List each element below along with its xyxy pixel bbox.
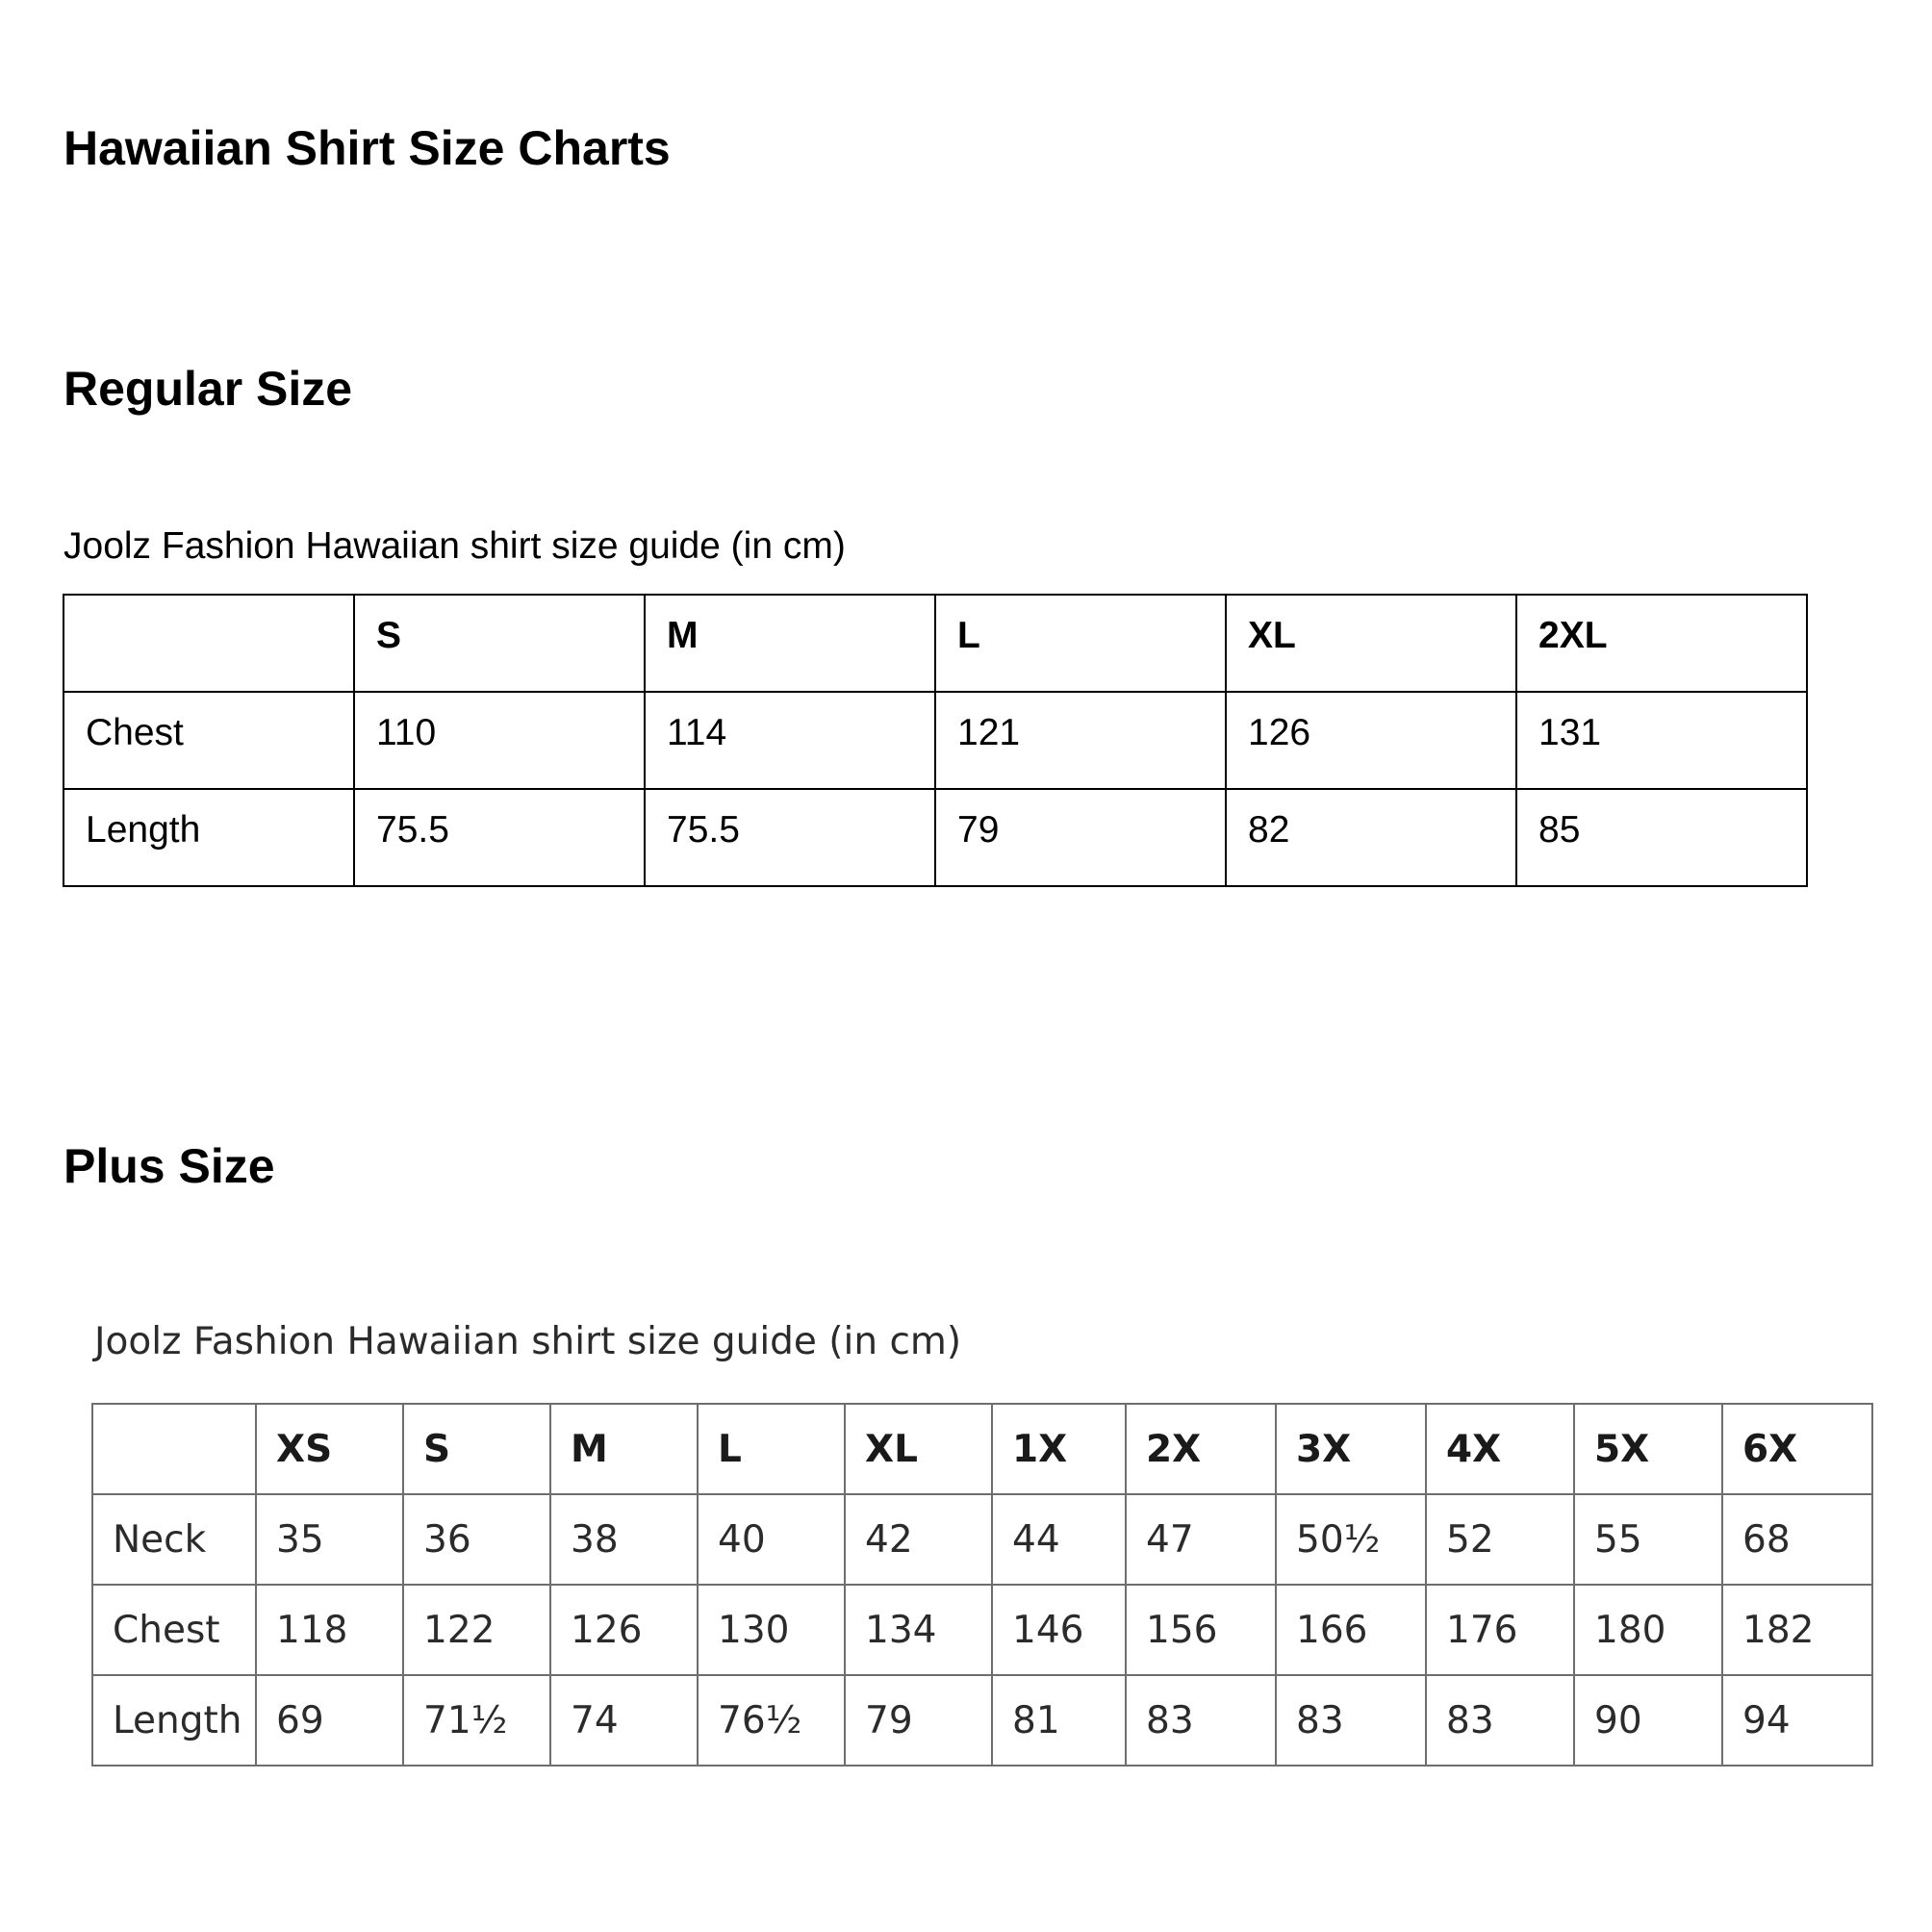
plus-cell: 166 bbox=[1276, 1585, 1426, 1675]
plus-cell: 83 bbox=[1276, 1675, 1426, 1766]
regular-row-label: Chest bbox=[64, 692, 354, 789]
plus-header-cell-xl: XL bbox=[845, 1404, 992, 1494]
plus-header-cell-4x: 4X bbox=[1426, 1404, 1574, 1494]
plus-cell: 134 bbox=[845, 1585, 992, 1675]
regular-cell: 75.5 bbox=[354, 789, 645, 886]
plus-cell: 71½ bbox=[403, 1675, 550, 1766]
plus-cell: 146 bbox=[992, 1585, 1126, 1675]
regular-cell: 85 bbox=[1516, 789, 1807, 886]
plus-cell: 38 bbox=[550, 1494, 698, 1585]
plus-cell: 68 bbox=[1722, 1494, 1872, 1585]
regular-size-table bbox=[63, 594, 1808, 887]
plus-cell: 42 bbox=[845, 1494, 992, 1585]
plus-cell: 55 bbox=[1574, 1494, 1722, 1585]
regular-header-cell-l: L bbox=[935, 595, 1226, 692]
regular-cell: 110 bbox=[354, 692, 645, 789]
plus-cell: 83 bbox=[1126, 1675, 1276, 1766]
plus-header-cell-2x: 2X bbox=[1126, 1404, 1276, 1494]
plus-size-table bbox=[91, 1403, 1873, 1767]
plus-cell: 176 bbox=[1426, 1585, 1574, 1675]
plus-row-label: Neck bbox=[92, 1494, 256, 1585]
plus-row-chest bbox=[92, 1585, 1872, 1675]
plus-cell: 118 bbox=[256, 1585, 403, 1675]
plus-cell: 126 bbox=[550, 1585, 698, 1675]
regular-size-heading: Regular Size bbox=[64, 362, 353, 416]
plus-cell: 74 bbox=[550, 1675, 698, 1766]
regular-cell: 75.5 bbox=[645, 789, 935, 886]
plus-cell: 47 bbox=[1126, 1494, 1276, 1585]
plus-cell: 36 bbox=[403, 1494, 550, 1585]
regular-row-length bbox=[64, 789, 1807, 886]
plus-cell: 94 bbox=[1722, 1675, 1872, 1766]
plus-cell: 156 bbox=[1126, 1585, 1276, 1675]
plus-header-cell-xs: XS bbox=[256, 1404, 403, 1494]
plus-size-heading: Plus Size bbox=[64, 1139, 275, 1193]
plus-cell: 79 bbox=[845, 1675, 992, 1766]
regular-header-row bbox=[64, 595, 1807, 692]
plus-header-cell-l: L bbox=[698, 1404, 845, 1494]
plus-cell: 44 bbox=[992, 1494, 1126, 1585]
plus-cell: 122 bbox=[403, 1585, 550, 1675]
plus-cell: 83 bbox=[1426, 1675, 1574, 1766]
regular-cell: 126 bbox=[1226, 692, 1516, 789]
regular-cell: 121 bbox=[935, 692, 1226, 789]
plus-cell: 35 bbox=[256, 1494, 403, 1585]
plus-header-cell-6x: 6X bbox=[1722, 1404, 1872, 1494]
plus-header-cell-s: S bbox=[403, 1404, 550, 1494]
plus-row-label: Chest bbox=[92, 1585, 256, 1675]
plus-row-label: Length bbox=[92, 1675, 256, 1766]
plus-header-cell-m: M bbox=[550, 1404, 698, 1494]
plus-cell: 40 bbox=[698, 1494, 845, 1585]
plus-row-length bbox=[92, 1675, 1872, 1766]
plus-cell: 50½ bbox=[1276, 1494, 1426, 1585]
plus-cell: 69 bbox=[256, 1675, 403, 1766]
regular-header-cell-m: M bbox=[645, 595, 935, 692]
regular-row-label: Length bbox=[64, 789, 354, 886]
plus-header-cell-5x: 5X bbox=[1574, 1404, 1722, 1494]
regular-cell: 131 bbox=[1516, 692, 1807, 789]
page-title: Hawaiian Shirt Size Charts bbox=[64, 121, 671, 175]
regular-cell: 114 bbox=[645, 692, 935, 789]
plus-cell: 180 bbox=[1574, 1585, 1722, 1675]
plus-cell: 81 bbox=[992, 1675, 1126, 1766]
plus-cell: 182 bbox=[1722, 1585, 1872, 1675]
regular-row-chest bbox=[64, 692, 1807, 789]
regular-header-cell-s: S bbox=[354, 595, 645, 692]
plus-cell: 130 bbox=[698, 1585, 845, 1675]
plus-row-neck bbox=[92, 1494, 1872, 1585]
regular-header-cell-2xl: 2XL bbox=[1516, 595, 1807, 692]
plus-header-cell-1x: 1X bbox=[992, 1404, 1126, 1494]
plus-size-caption: Joolz Fashion Hawaiian shirt size guide (in cm) bbox=[94, 1320, 962, 1363]
regular-header-cell-corner bbox=[64, 595, 354, 692]
plus-cell: 76½ bbox=[698, 1675, 845, 1766]
regular-cell: 82 bbox=[1226, 789, 1516, 886]
plus-header-cell-3x: 3X bbox=[1276, 1404, 1426, 1494]
plus-cell: 90 bbox=[1574, 1675, 1722, 1766]
regular-header-cell-xl: XL bbox=[1226, 595, 1516, 692]
plus-header-row bbox=[92, 1404, 1872, 1494]
plus-header-cell-corner bbox=[92, 1404, 256, 1494]
regular-cell: 79 bbox=[935, 789, 1226, 886]
plus-cell: 52 bbox=[1426, 1494, 1574, 1585]
regular-size-caption: Joolz Fashion Hawaiian shirt size guide (in cm) bbox=[64, 525, 846, 567]
